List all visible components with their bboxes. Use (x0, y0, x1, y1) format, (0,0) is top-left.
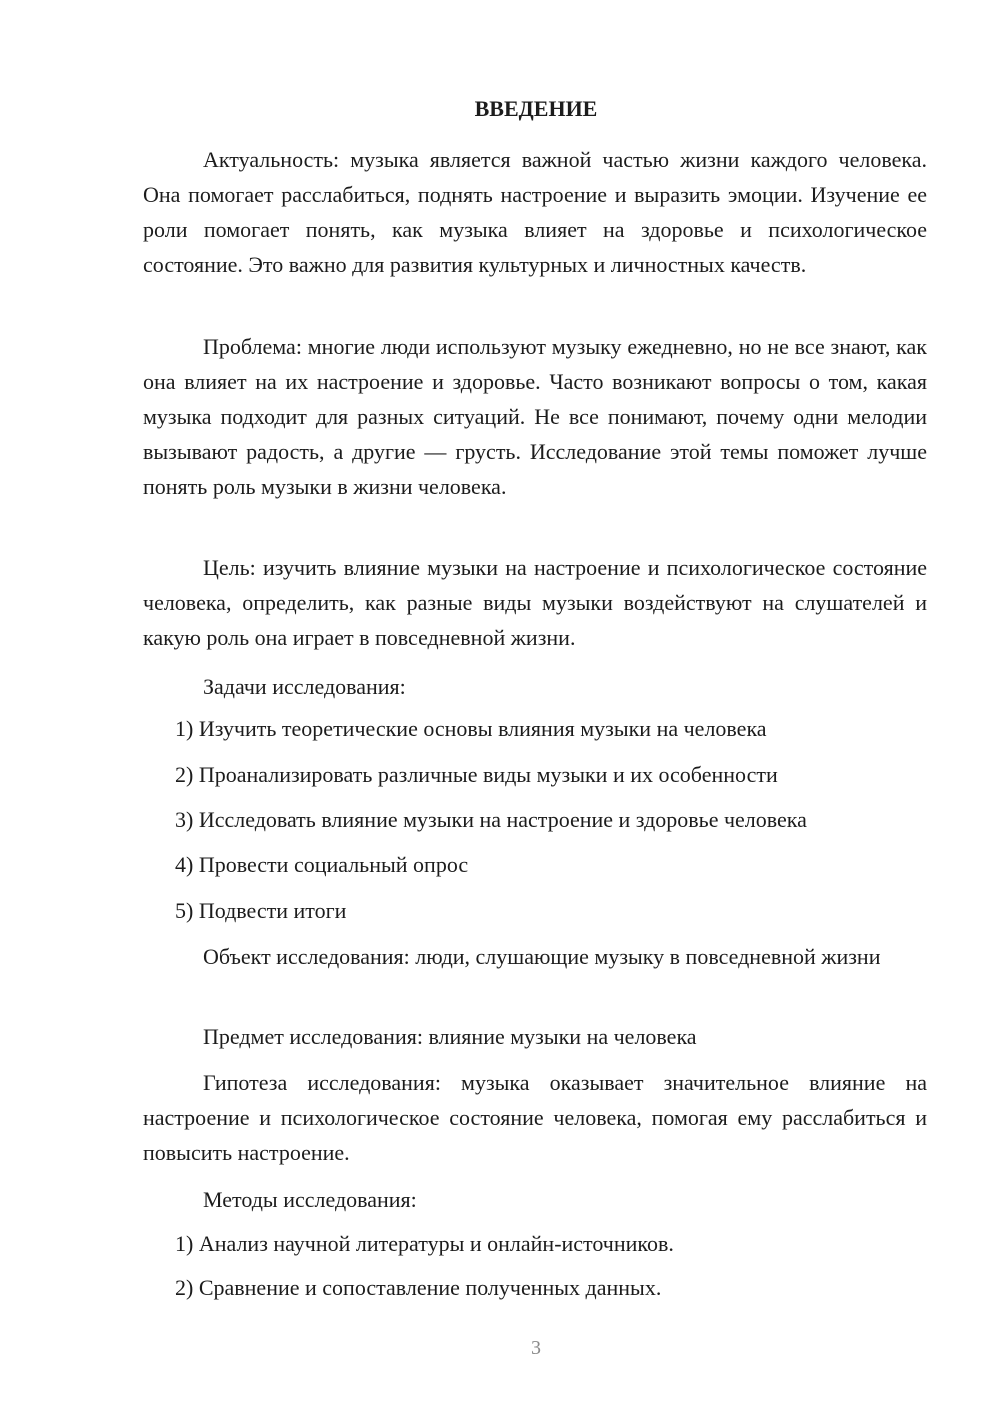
task-item: 4) Провести социальный опрос (175, 852, 469, 877)
object-paragraph: Объект исследования: люди, слушающие музыку в повседневной жизни (203, 944, 881, 969)
section-title: ВВЕДЕНИЕ (474, 96, 598, 121)
task-item: 3) Исследовать влияние музыки на настроение и здоровье человека (175, 807, 807, 832)
method-item: 1) Анализ научной литературы и онлайн-источников. (175, 1231, 674, 1256)
tasks-heading: Задачи исследования: (203, 674, 406, 699)
methods-heading: Методы исследования: (203, 1187, 417, 1212)
task-item: 2) Проанализировать различные виды музыки и их особенности (175, 762, 778, 787)
goal-paragraph: Цель: изучить влияние музыки на настроение и психологическое состояние человека, определить, как разные виды музыки воздействуют на слушателей и какую роль она играет в повседневной жизни. (143, 555, 927, 650)
hypothesis-paragraph: Гипотеза исследования: музыка оказывает значительное влияние на настроение и психологическое состояние человека, помогая ему расслабиться и повысить настроение. (143, 1070, 927, 1165)
subject-paragraph: Предмет исследования: влияние музыки на человека (203, 1024, 697, 1049)
relevance-paragraph: Актуальность: музыка является важной частью жизни каждого человека. Она помогает расслабиться, поднять настроение и выразить эмоции. Изучение ее роли помогает понять, как музыка влияет на здоровье и психологическое состояние. Это важно для развития культурных и личностных качеств. (143, 147, 927, 277)
problem-paragraph: Проблема: многие люди используют музыку ежедневно, но не все знают, как она влияет на их настроение и здоровье. Часто возникают вопросы о том, какая музыка подходит для разных ситуаций. Не все понимают, почему одни мелодии вызывают радость, а другие — грусть. Исследование этой темы поможет лучше понять роль музыки в жизни человека. (143, 334, 927, 499)
page-number: 3 (531, 1337, 541, 1359)
method-item: 2) Сравнение и сопоставление полученных данных. (175, 1275, 662, 1300)
task-item: 1) Изучить теоретические основы влияния музыки на человека (175, 716, 767, 741)
task-item: 5) Подвести итоги (175, 898, 347, 923)
